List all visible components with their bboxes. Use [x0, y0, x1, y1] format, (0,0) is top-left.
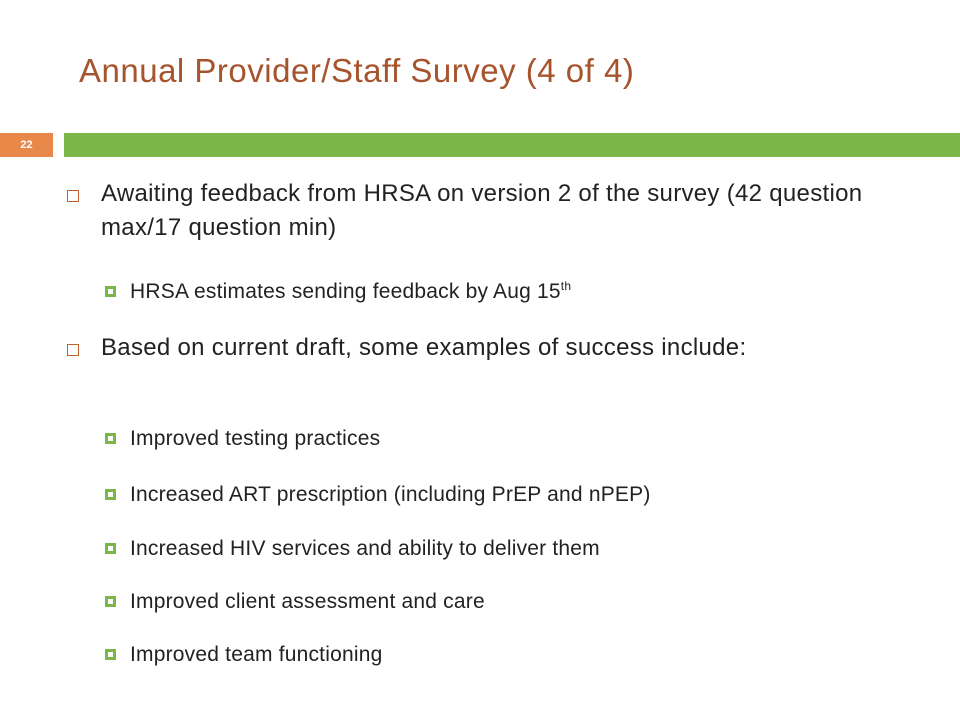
sub-bullet-text: Increased ART prescription (including PrEP and nPEP) [130, 483, 651, 506]
slide-title: Annual Provider/Staff Survey (4 of 4) [79, 52, 635, 89]
sub-bullet-text: Increased HIV services and ability to deliver them [130, 537, 600, 560]
filled-square-bullet-icon [105, 433, 116, 444]
sub-bullet-text: Improved team functioning [130, 643, 383, 666]
sub-bullet-text-main: HRSA estimates sending feedback by Aug 15 [130, 280, 561, 303]
sub-bullet-text: Improved client assessment and care [130, 590, 485, 613]
bullet-text: Awaiting feedback from HRSA on version 2 of the survey (42 question max/17 question min) [101, 180, 863, 241]
filled-square-bullet-icon [105, 286, 116, 297]
slide-number: 22 [20, 139, 33, 151]
sub-bullet-text [130, 278, 930, 305]
ordinal-superscript: th [560, 279, 572, 293]
filled-square-bullet-icon [105, 543, 116, 554]
filled-square-bullet-icon [105, 596, 116, 607]
hollow-square-bullet-icon [67, 190, 79, 202]
filled-square-bullet-icon [105, 649, 116, 660]
sub-bullet-text: Improved testing practices [130, 427, 381, 450]
bullet-text: Based on current draft, some examples of success include: [101, 334, 747, 361]
filled-square-bullet-icon [105, 489, 116, 500]
hollow-square-bullet-icon [67, 344, 79, 356]
